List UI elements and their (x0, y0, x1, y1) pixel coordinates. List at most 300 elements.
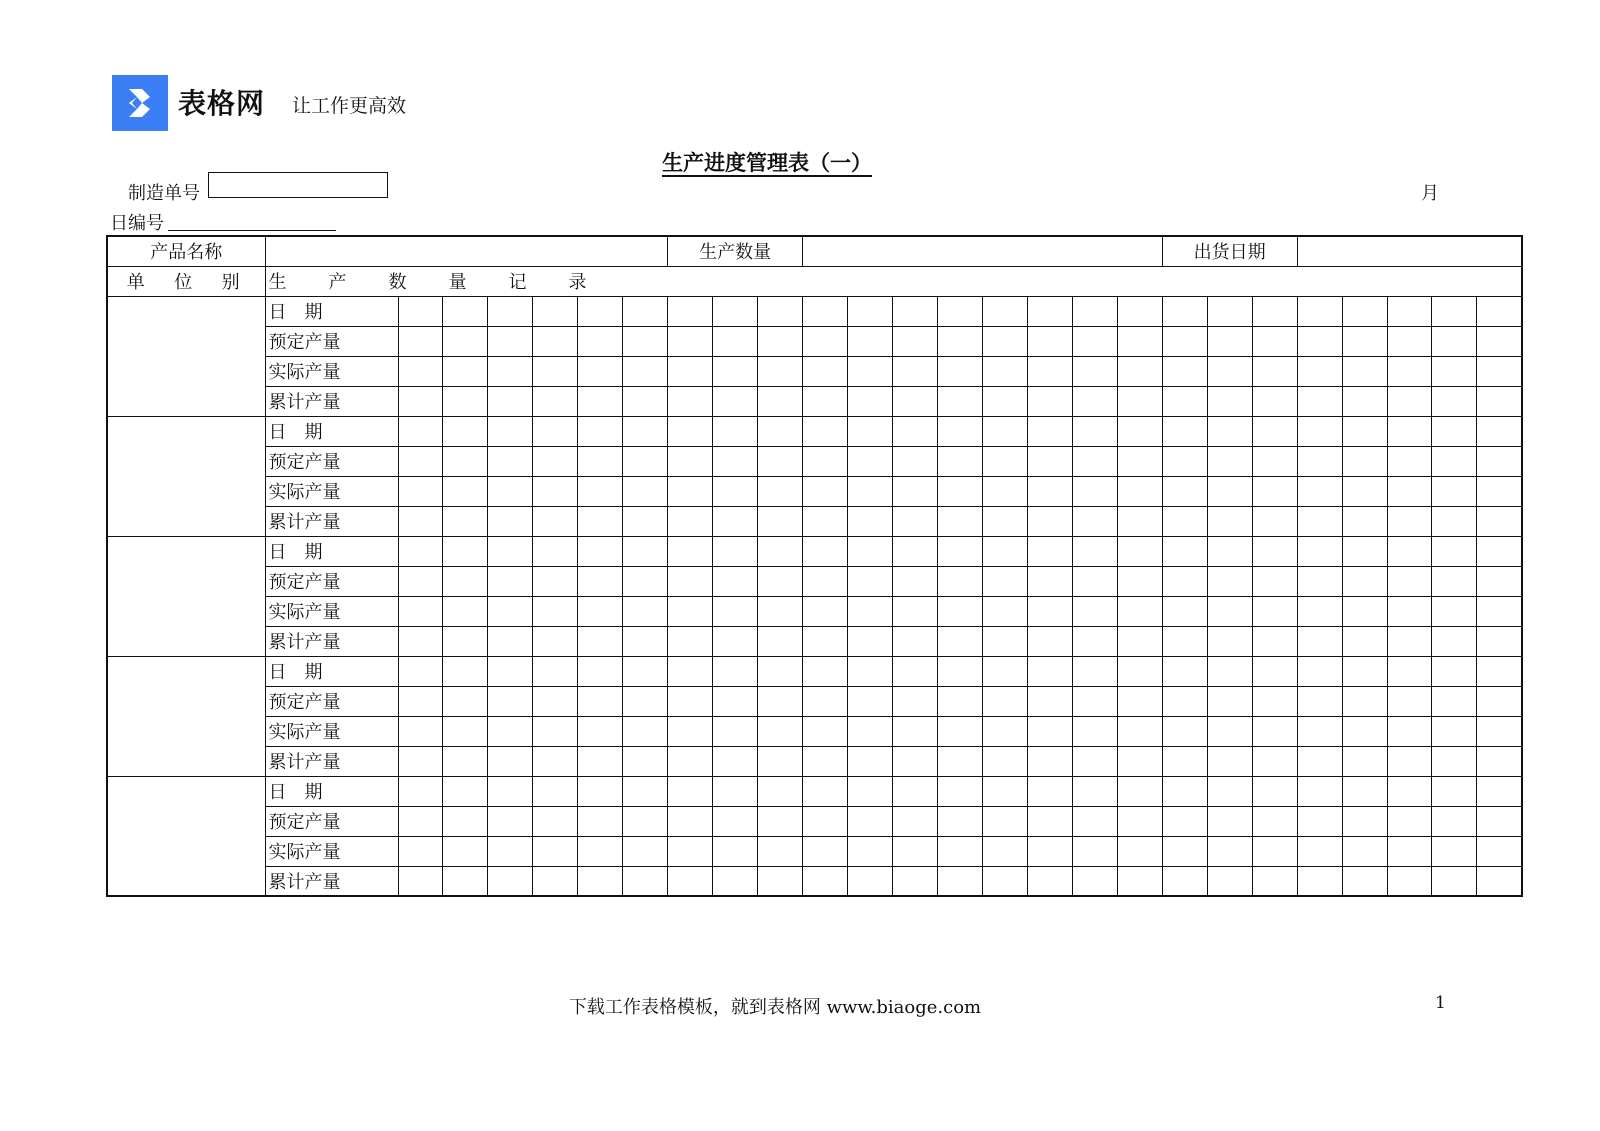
data-cell[interactable] (1162, 806, 1207, 836)
data-cell[interactable] (1072, 506, 1117, 536)
data-cell[interactable] (443, 746, 488, 776)
data-cell[interactable] (1162, 626, 1207, 656)
data-cell[interactable] (1252, 626, 1297, 656)
data-cell[interactable] (803, 596, 848, 626)
data-cell[interactable] (713, 776, 758, 806)
data-cell[interactable] (1207, 656, 1252, 686)
data-cell[interactable] (578, 536, 623, 566)
data-cell[interactable] (533, 746, 578, 776)
data-cell[interactable] (1117, 476, 1162, 506)
data-cell[interactable] (1297, 566, 1342, 596)
data-cell[interactable] (1477, 506, 1522, 536)
data-cell[interactable] (668, 416, 713, 446)
data-cell[interactable] (578, 656, 623, 686)
data-cell[interactable] (713, 566, 758, 596)
data-cell[interactable] (1297, 746, 1342, 776)
data-cell[interactable] (848, 566, 893, 596)
data-cell[interactable] (937, 296, 982, 326)
data-cell[interactable] (1297, 836, 1342, 866)
data-cell[interactable] (893, 776, 938, 806)
data-cell[interactable] (623, 866, 668, 896)
data-cell[interactable] (488, 386, 533, 416)
data-cell[interactable] (1387, 356, 1432, 386)
data-cell[interactable] (623, 806, 668, 836)
data-cell[interactable] (1027, 326, 1072, 356)
data-cell[interactable] (1072, 446, 1117, 476)
data-cell[interactable] (1477, 296, 1522, 326)
data-cell[interactable] (758, 506, 803, 536)
data-cell[interactable] (1207, 356, 1252, 386)
data-cell[interactable] (982, 866, 1027, 896)
data-cell[interactable] (1252, 566, 1297, 596)
data-cell[interactable] (398, 866, 443, 896)
data-cell[interactable] (1207, 806, 1252, 836)
data-cell[interactable] (893, 836, 938, 866)
data-cell[interactable] (1342, 566, 1387, 596)
data-cell[interactable] (1162, 866, 1207, 896)
data-cell[interactable] (668, 536, 713, 566)
data-cell[interactable] (1117, 776, 1162, 806)
data-cell[interactable] (1387, 296, 1432, 326)
data-cell[interactable] (758, 806, 803, 836)
data-cell[interactable] (758, 686, 803, 716)
data-cell[interactable] (937, 686, 982, 716)
data-cell[interactable] (668, 686, 713, 716)
data-cell[interactable] (1387, 506, 1432, 536)
data-cell[interactable] (398, 566, 443, 596)
data-cell[interactable] (1162, 656, 1207, 686)
data-cell[interactable] (1027, 536, 1072, 566)
data-cell[interactable] (533, 596, 578, 626)
data-cell[interactable] (803, 386, 848, 416)
data-cell[interactable] (803, 806, 848, 836)
data-cell[interactable] (668, 746, 713, 776)
data-cell[interactable] (1342, 296, 1387, 326)
data-cell[interactable] (488, 296, 533, 326)
data-cell[interactable] (1117, 296, 1162, 326)
data-cell[interactable] (668, 866, 713, 896)
data-cell[interactable] (982, 656, 1027, 686)
data-cell[interactable] (443, 686, 488, 716)
data-cell[interactable] (1027, 806, 1072, 836)
data-cell[interactable] (893, 446, 938, 476)
data-cell[interactable] (758, 836, 803, 866)
data-cell[interactable] (1432, 836, 1477, 866)
data-cell[interactable] (623, 536, 668, 566)
ship-date-cell[interactable] (1297, 236, 1522, 266)
data-cell[interactable] (1162, 776, 1207, 806)
data-cell[interactable] (1117, 866, 1162, 896)
data-cell[interactable] (488, 596, 533, 626)
data-cell[interactable] (1387, 326, 1432, 356)
data-cell[interactable] (1477, 476, 1522, 506)
data-cell[interactable] (1027, 656, 1072, 686)
data-cell[interactable] (713, 356, 758, 386)
data-cell[interactable] (848, 776, 893, 806)
serial-number-field[interactable] (168, 230, 336, 231)
data-cell[interactable] (488, 656, 533, 686)
data-cell[interactable] (1117, 386, 1162, 416)
unit-cell[interactable] (107, 776, 265, 896)
data-cell[interactable] (1072, 686, 1117, 716)
data-cell[interactable] (803, 326, 848, 356)
data-cell[interactable] (982, 716, 1027, 746)
data-cell[interactable] (1252, 836, 1297, 866)
data-cell[interactable] (1342, 506, 1387, 536)
data-cell[interactable] (1297, 326, 1342, 356)
data-cell[interactable] (1027, 866, 1072, 896)
data-cell[interactable] (982, 566, 1027, 596)
data-cell[interactable] (578, 626, 623, 656)
data-cell[interactable] (713, 386, 758, 416)
data-cell[interactable] (1432, 446, 1477, 476)
data-cell[interactable] (1297, 416, 1342, 446)
data-cell[interactable] (623, 356, 668, 386)
data-cell[interactable] (398, 356, 443, 386)
data-cell[interactable] (443, 416, 488, 446)
data-cell[interactable] (1072, 656, 1117, 686)
data-cell[interactable] (1027, 836, 1072, 866)
data-cell[interactable] (758, 476, 803, 506)
data-cell[interactable] (578, 596, 623, 626)
data-cell[interactable] (937, 626, 982, 656)
data-cell[interactable] (398, 626, 443, 656)
data-cell[interactable] (848, 596, 893, 626)
data-cell[interactable] (578, 326, 623, 356)
data-cell[interactable] (623, 596, 668, 626)
data-cell[interactable] (1117, 326, 1162, 356)
data-cell[interactable] (713, 326, 758, 356)
data-cell[interactable] (1387, 656, 1432, 686)
data-cell[interactable] (803, 746, 848, 776)
data-cell[interactable] (623, 506, 668, 536)
data-cell[interactable] (1207, 536, 1252, 566)
data-cell[interactable] (443, 716, 488, 746)
data-cell[interactable] (1117, 506, 1162, 536)
data-cell[interactable] (668, 476, 713, 506)
data-cell[interactable] (1432, 386, 1477, 416)
data-cell[interactable] (758, 776, 803, 806)
data-cell[interactable] (1117, 446, 1162, 476)
data-cell[interactable] (937, 416, 982, 446)
data-cell[interactable] (398, 386, 443, 416)
data-cell[interactable] (1297, 626, 1342, 656)
data-cell[interactable] (1162, 836, 1207, 866)
data-cell[interactable] (578, 686, 623, 716)
data-cell[interactable] (1207, 326, 1252, 356)
order-number-field[interactable] (208, 172, 388, 198)
data-cell[interactable] (803, 626, 848, 656)
data-cell[interactable] (848, 446, 893, 476)
data-cell[interactable] (1432, 776, 1477, 806)
data-cell[interactable] (1072, 596, 1117, 626)
data-cell[interactable] (803, 356, 848, 386)
data-cell[interactable] (623, 476, 668, 506)
data-cell[interactable] (1252, 866, 1297, 896)
data-cell[interactable] (1432, 806, 1477, 836)
data-cell[interactable] (398, 686, 443, 716)
data-cell[interactable] (1252, 536, 1297, 566)
unit-cell[interactable] (107, 416, 265, 536)
data-cell[interactable] (1432, 416, 1477, 446)
data-cell[interactable] (1477, 806, 1522, 836)
data-cell[interactable] (668, 836, 713, 866)
data-cell[interactable] (893, 296, 938, 326)
data-cell[interactable] (1207, 506, 1252, 536)
data-cell[interactable] (488, 686, 533, 716)
data-cell[interactable] (1432, 506, 1477, 536)
data-cell[interactable] (982, 626, 1027, 656)
data-cell[interactable] (623, 626, 668, 656)
data-cell[interactable] (623, 686, 668, 716)
data-cell[interactable] (398, 746, 443, 776)
data-cell[interactable] (488, 626, 533, 656)
data-cell[interactable] (937, 506, 982, 536)
unit-cell[interactable] (107, 536, 265, 656)
data-cell[interactable] (1297, 596, 1342, 626)
data-cell[interactable] (1342, 776, 1387, 806)
data-cell[interactable] (1432, 296, 1477, 326)
data-cell[interactable] (803, 476, 848, 506)
data-cell[interactable] (668, 626, 713, 656)
data-cell[interactable] (1252, 296, 1297, 326)
data-cell[interactable] (1252, 416, 1297, 446)
data-cell[interactable] (578, 416, 623, 446)
data-cell[interactable] (488, 416, 533, 446)
data-cell[interactable] (1072, 326, 1117, 356)
data-cell[interactable] (1432, 686, 1477, 716)
data-cell[interactable] (443, 776, 488, 806)
data-cell[interactable] (1027, 476, 1072, 506)
data-cell[interactable] (668, 506, 713, 536)
data-cell[interactable] (623, 326, 668, 356)
data-cell[interactable] (713, 506, 758, 536)
data-cell[interactable] (803, 866, 848, 896)
data-cell[interactable] (1477, 566, 1522, 596)
data-cell[interactable] (937, 446, 982, 476)
data-cell[interactable] (1207, 476, 1252, 506)
data-cell[interactable] (848, 806, 893, 836)
data-cell[interactable] (982, 686, 1027, 716)
data-cell[interactable] (668, 566, 713, 596)
data-cell[interactable] (1027, 416, 1072, 446)
data-cell[interactable] (488, 446, 533, 476)
data-cell[interactable] (533, 386, 578, 416)
data-cell[interactable] (1252, 686, 1297, 716)
data-cell[interactable] (713, 596, 758, 626)
data-cell[interactable] (1432, 356, 1477, 386)
data-cell[interactable] (533, 446, 578, 476)
data-cell[interactable] (1027, 296, 1072, 326)
data-cell[interactable] (1432, 656, 1477, 686)
data-cell[interactable] (1252, 476, 1297, 506)
data-cell[interactable] (1207, 416, 1252, 446)
data-cell[interactable] (533, 296, 578, 326)
data-cell[interactable] (937, 356, 982, 386)
data-cell[interactable] (803, 776, 848, 806)
data-cell[interactable] (533, 866, 578, 896)
data-cell[interactable] (623, 746, 668, 776)
data-cell[interactable] (982, 746, 1027, 776)
data-cell[interactable] (1117, 566, 1162, 596)
data-cell[interactable] (668, 776, 713, 806)
data-cell[interactable] (668, 386, 713, 416)
data-cell[interactable] (893, 476, 938, 506)
data-cell[interactable] (803, 656, 848, 686)
data-cell[interactable] (1342, 746, 1387, 776)
data-cell[interactable] (668, 596, 713, 626)
data-cell[interactable] (713, 296, 758, 326)
data-cell[interactable] (578, 836, 623, 866)
data-cell[interactable] (937, 596, 982, 626)
data-cell[interactable] (1297, 386, 1342, 416)
data-cell[interactable] (937, 836, 982, 866)
data-cell[interactable] (1027, 716, 1072, 746)
data-cell[interactable] (1162, 716, 1207, 746)
data-cell[interactable] (982, 296, 1027, 326)
data-cell[interactable] (848, 656, 893, 686)
data-cell[interactable] (893, 656, 938, 686)
data-cell[interactable] (1297, 476, 1342, 506)
data-cell[interactable] (578, 866, 623, 896)
data-cell[interactable] (1297, 536, 1342, 566)
data-cell[interactable] (1387, 446, 1432, 476)
data-cell[interactable] (1207, 596, 1252, 626)
data-cell[interactable] (1477, 776, 1522, 806)
data-cell[interactable] (1432, 326, 1477, 356)
data-cell[interactable] (623, 386, 668, 416)
data-cell[interactable] (533, 686, 578, 716)
data-cell[interactable] (488, 536, 533, 566)
data-cell[interactable] (713, 626, 758, 656)
data-cell[interactable] (443, 596, 488, 626)
data-cell[interactable] (1477, 626, 1522, 656)
data-cell[interactable] (848, 866, 893, 896)
data-cell[interactable] (1252, 746, 1297, 776)
data-cell[interactable] (578, 476, 623, 506)
data-cell[interactable] (803, 716, 848, 746)
data-cell[interactable] (893, 626, 938, 656)
data-cell[interactable] (803, 536, 848, 566)
data-cell[interactable] (488, 566, 533, 596)
data-cell[interactable] (893, 866, 938, 896)
data-cell[interactable] (488, 866, 533, 896)
data-cell[interactable] (1342, 386, 1387, 416)
data-cell[interactable] (713, 476, 758, 506)
data-cell[interactable] (443, 626, 488, 656)
data-cell[interactable] (533, 536, 578, 566)
data-cell[interactable] (982, 776, 1027, 806)
data-cell[interactable] (1207, 296, 1252, 326)
data-cell[interactable] (1432, 866, 1477, 896)
data-cell[interactable] (758, 746, 803, 776)
data-cell[interactable] (668, 806, 713, 836)
data-cell[interactable] (443, 506, 488, 536)
data-cell[interactable] (443, 536, 488, 566)
data-cell[interactable] (848, 536, 893, 566)
data-cell[interactable] (1162, 536, 1207, 566)
data-cell[interactable] (533, 356, 578, 386)
unit-cell[interactable] (107, 296, 265, 416)
data-cell[interactable] (668, 296, 713, 326)
data-cell[interactable] (443, 326, 488, 356)
data-cell[interactable] (668, 716, 713, 746)
data-cell[interactable] (1342, 686, 1387, 716)
data-cell[interactable] (848, 386, 893, 416)
data-cell[interactable] (893, 326, 938, 356)
data-cell[interactable] (1387, 626, 1432, 656)
data-cell[interactable] (848, 506, 893, 536)
data-cell[interactable] (893, 536, 938, 566)
data-cell[interactable] (1252, 386, 1297, 416)
data-cell[interactable] (848, 416, 893, 446)
data-cell[interactable] (1477, 536, 1522, 566)
data-cell[interactable] (893, 716, 938, 746)
data-cell[interactable] (1342, 836, 1387, 866)
data-cell[interactable] (668, 356, 713, 386)
data-cell[interactable] (803, 446, 848, 476)
data-cell[interactable] (1072, 476, 1117, 506)
data-cell[interactable] (1117, 716, 1162, 746)
data-cell[interactable] (803, 836, 848, 866)
data-cell[interactable] (1387, 416, 1432, 446)
data-cell[interactable] (1162, 746, 1207, 776)
data-cell[interactable] (1387, 536, 1432, 566)
data-cell[interactable] (398, 656, 443, 686)
data-cell[interactable] (1432, 536, 1477, 566)
data-cell[interactable] (1387, 836, 1432, 866)
data-cell[interactable] (578, 776, 623, 806)
data-cell[interactable] (623, 776, 668, 806)
data-cell[interactable] (1477, 596, 1522, 626)
data-cell[interactable] (623, 836, 668, 866)
data-cell[interactable] (578, 356, 623, 386)
data-cell[interactable] (1477, 326, 1522, 356)
data-cell[interactable] (1477, 866, 1522, 896)
data-cell[interactable] (1162, 416, 1207, 446)
data-cell[interactable] (937, 806, 982, 836)
data-cell[interactable] (1252, 326, 1297, 356)
data-cell[interactable] (1477, 836, 1522, 866)
data-cell[interactable] (1207, 866, 1252, 896)
data-cell[interactable] (533, 836, 578, 866)
data-cell[interactable] (893, 806, 938, 836)
data-cell[interactable] (1387, 716, 1432, 746)
data-cell[interactable] (443, 446, 488, 476)
data-cell[interactable] (1297, 506, 1342, 536)
data-cell[interactable] (533, 626, 578, 656)
data-cell[interactable] (398, 776, 443, 806)
data-cell[interactable] (758, 566, 803, 596)
data-cell[interactable] (1342, 446, 1387, 476)
data-cell[interactable] (1027, 776, 1072, 806)
data-cell[interactable] (1072, 386, 1117, 416)
data-cell[interactable] (1342, 476, 1387, 506)
data-cell[interactable] (623, 296, 668, 326)
data-cell[interactable] (1162, 446, 1207, 476)
data-cell[interactable] (982, 386, 1027, 416)
data-cell[interactable] (533, 806, 578, 836)
data-cell[interactable] (1207, 776, 1252, 806)
data-cell[interactable] (937, 716, 982, 746)
data-cell[interactable] (1207, 686, 1252, 716)
data-cell[interactable] (1477, 356, 1522, 386)
data-cell[interactable] (1207, 386, 1252, 416)
data-cell[interactable] (982, 836, 1027, 866)
production-quantity-cell[interactable] (803, 236, 1163, 266)
data-cell[interactable] (1027, 356, 1072, 386)
data-cell[interactable] (1297, 776, 1342, 806)
